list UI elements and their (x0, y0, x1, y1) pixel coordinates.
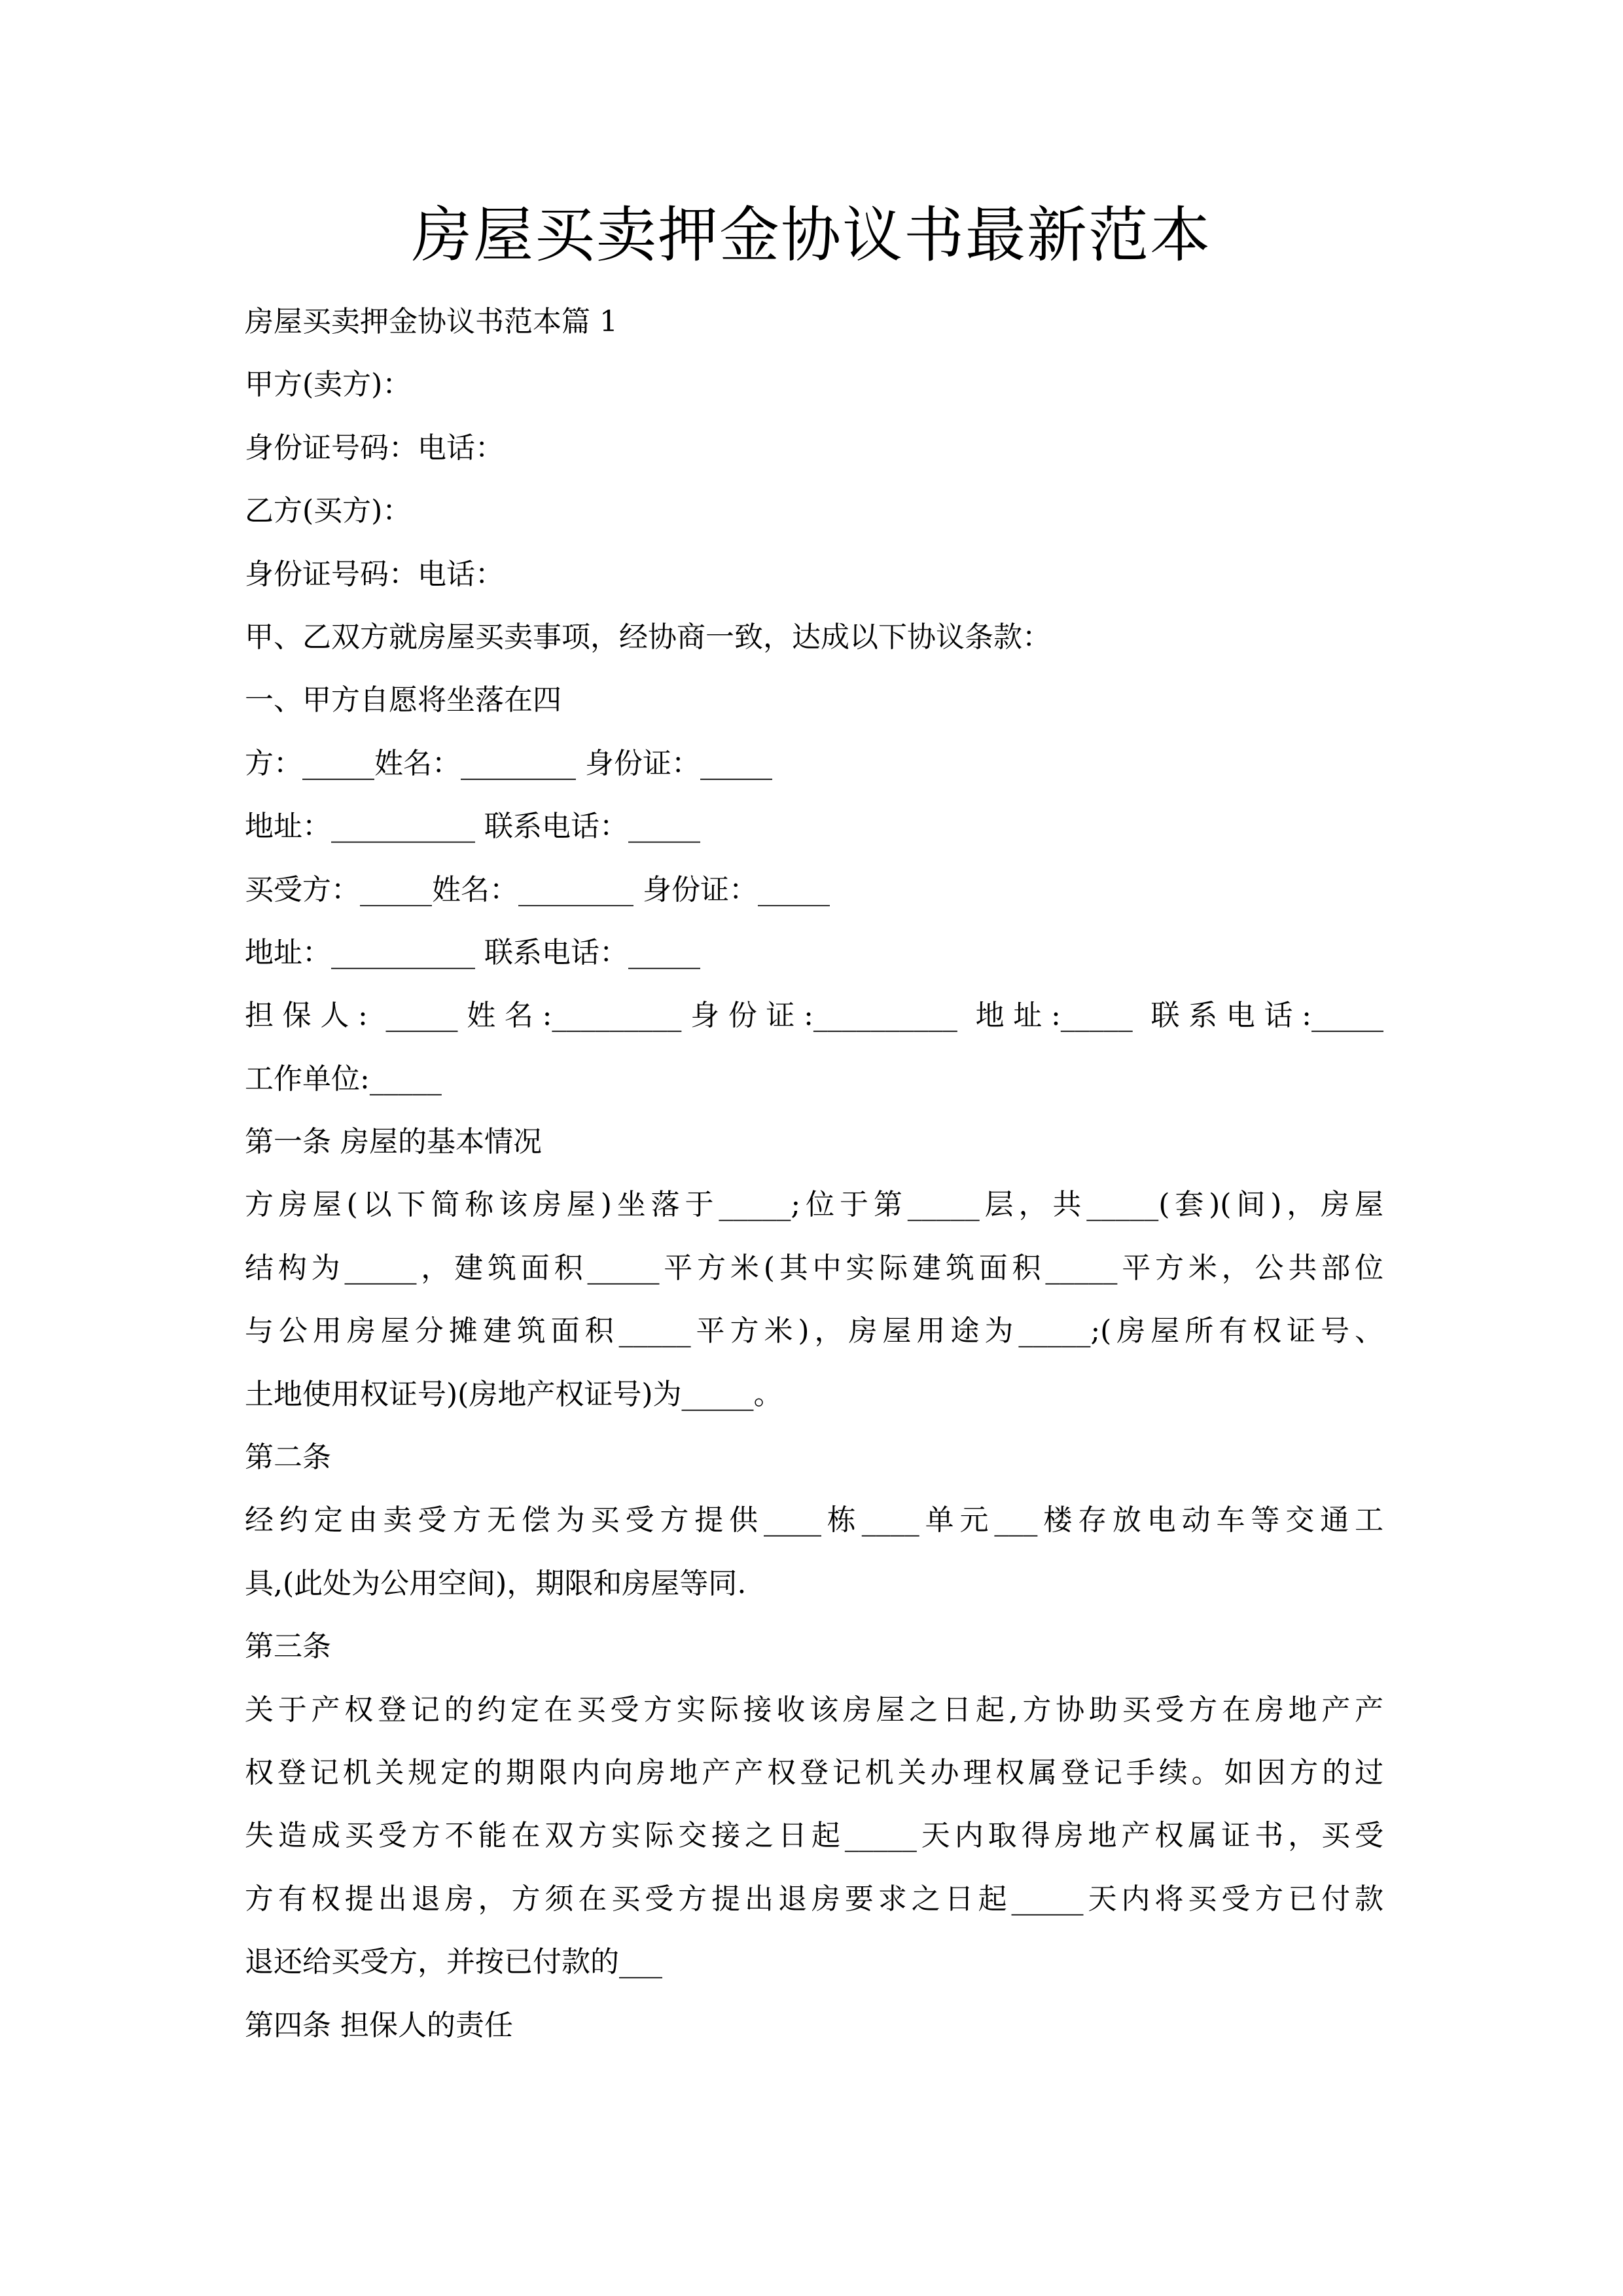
document-body (245, 291, 1383, 2057)
seller-fields: 方：_____姓名：________ 身份证：_____ (245, 746, 772, 780)
party-b-label: 乙方(买方)： (245, 494, 412, 528)
section-heading: 房屋买卖押金协议书范本篇 1 (245, 305, 618, 338)
agreement-intro: 甲、乙双方就房屋买卖事项，经协商一致，达成以下协议条款： (245, 620, 1051, 654)
article-two-heading: 第二条 (245, 1441, 331, 1475)
article-one-text-3: 与公用房屋分摊建筑面积_____平方米)，房屋用途为_____;(房屋所有权证号、 (245, 1314, 1383, 1348)
article-three-text-5: 退还给买受方，并按已付款的___ (245, 1945, 662, 1979)
article-one-text-2: 结构为_____，建筑面积_____平方米(其中实际建筑面积_____平方米，公共部位 (245, 1251, 1383, 1285)
party-a-id-phone: 身份证号码：电话： (245, 431, 504, 465)
clause-one-intro: 一、甲方自愿将坐落在四 (245, 683, 562, 717)
article-two-text-2: 具,(此处为公用空间)，期限和房屋等同. (245, 1566, 747, 1600)
guarantor-fields: 担保人: _____姓名:_________身份证:__________ 地址:_____ 联系电话:_____ (245, 999, 1383, 1033)
article-one-heading: 第一条 房屋的基本情况 (245, 1125, 542, 1159)
article-one-text-4: 土地使用权证号)(房地产权证号)为_____。 (245, 1377, 783, 1411)
article-three-text-1: 关于产权登记的约定在买受方实际接收该房屋之日起,方协助买受方在房地产产 (245, 1693, 1383, 1727)
buyer-address-fields: 地址：__________ 联系电话：_____ (245, 935, 700, 969)
party-b-id-phone: 身份证号码：电话： (245, 557, 504, 591)
article-three-text-2: 权登记机关规定的期限内向房地产产权登记机关办理权属登记手续。如因方的过 (245, 1755, 1383, 1789)
article-four-heading: 第四条 担保人的责任 (245, 2008, 513, 2042)
article-three-heading: 第三条 (245, 1630, 331, 1664)
article-one-text-1: 方房屋(以下简称该房屋)坐落于_____;位于第_____层，共_____(套)(间)，房屋 (245, 1188, 1383, 1222)
seller-address-fields: 地址：__________ 联系电话：_____ (245, 810, 700, 844)
party-a-label: 甲方(卖方)： (245, 368, 412, 402)
guarantor-employer-field: 工作单位:_____ (245, 1062, 442, 1096)
buyer-fields: 买受方：_____姓名：________ 身份证：_____ (245, 872, 830, 906)
article-three-text-3: 失造成买受方不能在双方实际交接之日起_____天内取得房地产权属证书，买受 (245, 1819, 1383, 1853)
article-two-text-1: 经约定由卖受方无偿为买受方提供____栋____单元___楼存放电动车等交通工 (245, 1503, 1383, 1537)
document-title: 房屋买卖押金协议书最新范本 (411, 200, 1211, 270)
article-three-text-4: 方有权提出退房，方须在买受方提出退房要求之日起_____天内将买受方已付款 (245, 1882, 1383, 1916)
